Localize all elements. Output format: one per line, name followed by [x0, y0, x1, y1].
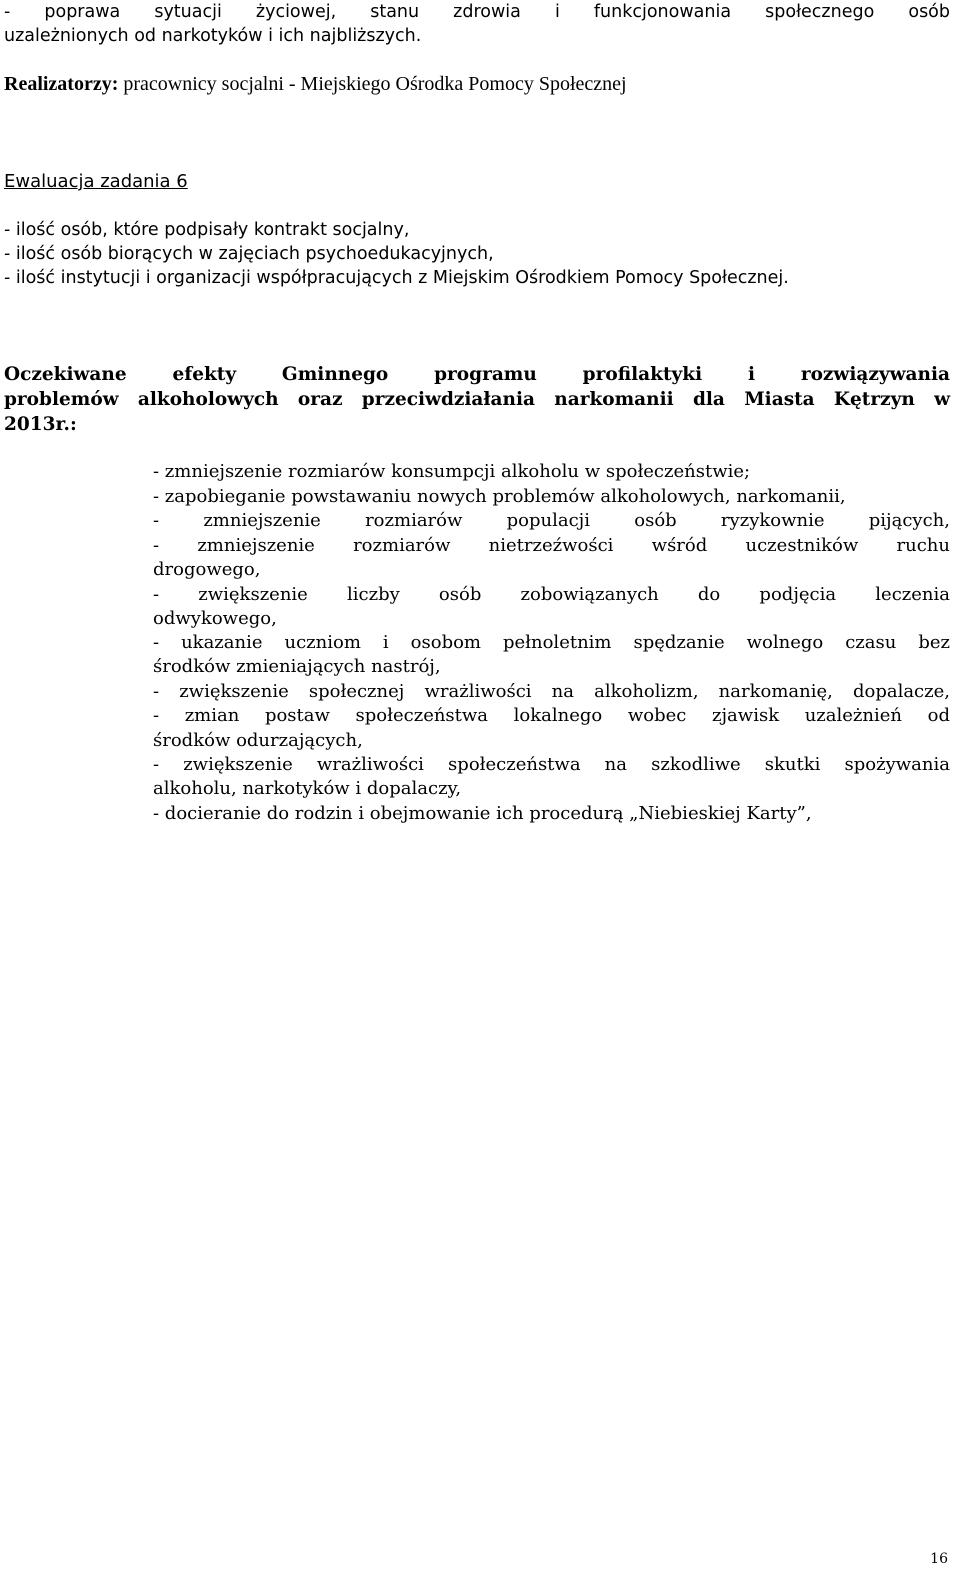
- effects-line-8: - ukazanie uczniom i osobom pełnoletnim spędzanie wolnego czasu bez: [153, 632, 950, 653]
- effects-line-13: - zwiększenie wrażliwości społeczeństwa na szkodliwe skutki spożywania: [153, 754, 950, 775]
- effects-line-15: - docieranie do rodzin i obejmowanie ich procedurą „Niebieskiej Karty”,: [153, 803, 812, 824]
- effects-line-12: środków odurzających,: [153, 730, 363, 751]
- evaluation-item-3: - ilość instytucji i organizacji współpracujących z Miejskim Ośrodkiem Pomocy Społecznej.: [4, 268, 789, 288]
- effects-line-14: alkoholu, narkotyków i dopalaczy,: [153, 778, 462, 799]
- effects-line-6: - zwiększenie liczby osób zobowiązanych do podjęcia leczenia: [153, 584, 950, 605]
- evaluation-title: Ewaluacja zadania 6: [4, 171, 188, 192]
- realizatorzy-label: Realizatorzy:: [4, 73, 119, 95]
- intro-line-1: - poprawa sytuacji życiowej, stanu zdrowia i funkcjonowania społecznego osób: [4, 2, 950, 22]
- effects-heading-line-2: problemów alkoholowych oraz przeciwdziałania narkomanii dla Miasta Kętrzyn w: [4, 389, 950, 410]
- page-number: 16: [930, 1551, 948, 1567]
- effects-line-3: - zmniejszenie rozmiarów populacji osób ryzykownie pijących,: [153, 510, 950, 531]
- evaluation-item-1: - ilość osób, które podpisały kontrakt socjalny,: [4, 220, 410, 240]
- effects-line-10: - zwiększenie społecznej wrażliwości na alkoholizm, narkomanię, dopalacze,: [153, 681, 950, 702]
- effects-line-11: - zmian postaw społeczeństwa lokalnego wobec zjawisk uzależnień od: [153, 705, 950, 726]
- effects-heading-line-1: Oczekiwane efekty Gminnego programu profilaktyki i rozwiązywania: [4, 364, 950, 385]
- intro-line-2: uzależnionych od narkotyków i ich najbliższych.: [4, 26, 422, 46]
- effects-line-5: drogowego,: [153, 559, 261, 580]
- evaluation-item-2: - ilość osób biorących w zajęciach psychoedukacyjnych,: [4, 244, 494, 264]
- effects-line-4: - zmniejszenie rozmiarów nietrzeźwości wśród uczestników ruchu: [153, 535, 950, 556]
- realizatorzy-line: [4, 72, 950, 96]
- realizatorzy-text: pracownicy socjalni - Miejskiego Ośrodka Pomocy Społecznej: [118, 73, 627, 95]
- effects-line-9: środków zmieniających nastrój,: [153, 656, 441, 677]
- effects-line-1: - zmniejszenie rozmiarów konsumpcji alkoholu w społeczeństwie;: [153, 461, 751, 482]
- effects-heading-line-3: 2013r.:: [4, 414, 77, 435]
- effects-line-2: - zapobieganie powstawaniu nowych problemów alkoholowych, narkomanii,: [153, 486, 846, 507]
- effects-line-7: odwykowego,: [153, 608, 277, 629]
